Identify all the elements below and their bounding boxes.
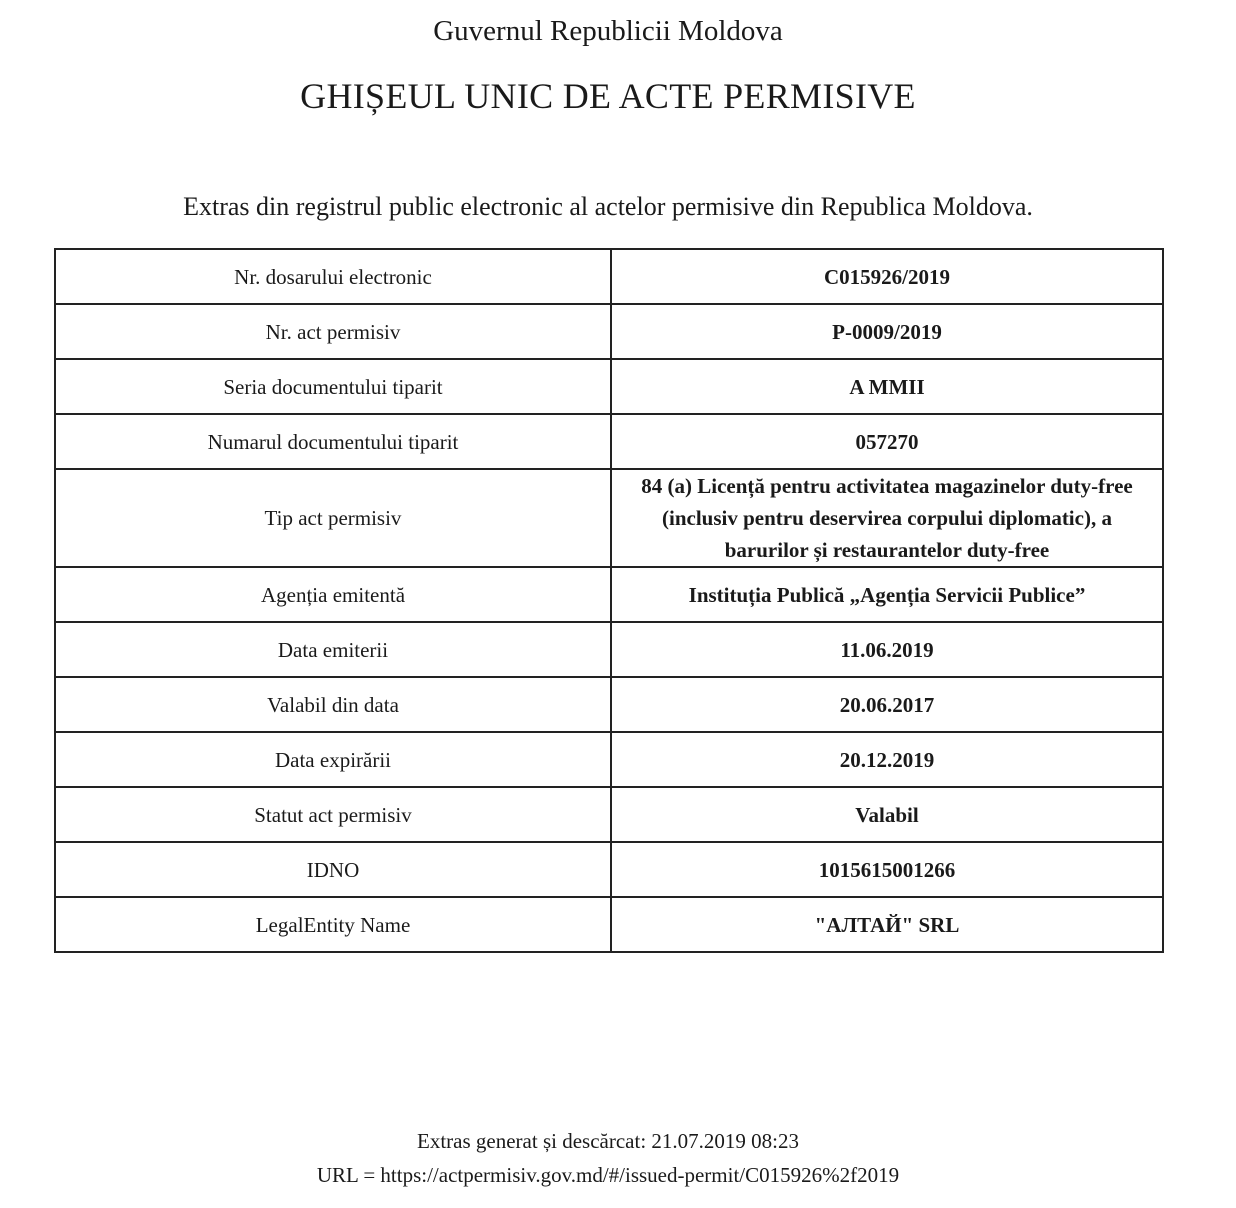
table-row-act-number	[55, 304, 1163, 359]
row-value: 84 (a) Licență pentru activitatea magazinelor duty-free (inclusiv pentru deservirea corpului diplomatic), a barurilor și restaurantelor duty-free	[611, 469, 1163, 567]
table-row-dosar	[55, 249, 1163, 304]
row-label: Data expirării	[55, 732, 611, 787]
row-label: Valabil din data	[55, 677, 611, 732]
row-label: Nr. act permisiv	[55, 304, 611, 359]
row-label: Nr. dosarului electronic	[55, 249, 611, 304]
row-value: Instituția Publică „Agenția Servicii Publice”	[611, 567, 1163, 622]
table-row-series	[55, 359, 1163, 414]
table-row-doc-number	[55, 414, 1163, 469]
row-label: LegalEntity Name	[55, 897, 611, 952]
row-value: 057270	[611, 414, 1163, 469]
row-label: Agenția emitentă	[55, 567, 611, 622]
government-title: Guvernul Republicii Moldova	[433, 15, 783, 47]
row-value: 20.12.2019	[611, 732, 1163, 787]
document-footer	[0, 1124, 1216, 1192]
row-value: "АЛТАЙ" SRL	[611, 897, 1163, 952]
row-label: Seria documentului tiparit	[55, 359, 611, 414]
row-value: 20.06.2017	[611, 677, 1163, 732]
row-label: Data emiterii	[55, 622, 611, 677]
row-value: 1015615001266	[611, 842, 1163, 897]
table-row-status	[55, 787, 1163, 842]
generated-timestamp: Extras generat și descărcat: 21.07.2019 08:23	[417, 1129, 799, 1153]
row-label: Numarul documentului tiparit	[55, 414, 611, 469]
table-row-legal-entity	[55, 897, 1163, 952]
status-value: Valabil	[611, 787, 1163, 842]
table-row-expiry-date	[55, 732, 1163, 787]
table-row-valid-from	[55, 677, 1163, 732]
row-value: C015926/2019	[611, 249, 1163, 304]
table-row-idno	[55, 842, 1163, 897]
table-row-agency	[55, 567, 1163, 622]
source-url: URL = https://actpermisiv.gov.md/#/issued-permit/C015926%2f2019	[316, 1163, 900, 1187]
row-value: A MMII	[611, 359, 1163, 414]
permit-details-table	[54, 248, 1164, 953]
document-subtitle: Extras din registrul public electronic al actelor permisive din Republica Moldova.	[183, 192, 1033, 221]
row-value: 11.06.2019	[611, 622, 1163, 677]
page-title: GHIȘEUL UNIC DE ACTE PERMISIVE	[300, 76, 916, 116]
row-label: IDNO	[55, 842, 611, 897]
table-row-issue-date	[55, 622, 1163, 677]
row-label: Statut act permisiv	[55, 787, 611, 842]
row-label: Tip act permisiv	[55, 469, 611, 567]
row-value: P-0009/2019	[611, 304, 1163, 359]
table-row-permit-type	[55, 469, 1163, 567]
